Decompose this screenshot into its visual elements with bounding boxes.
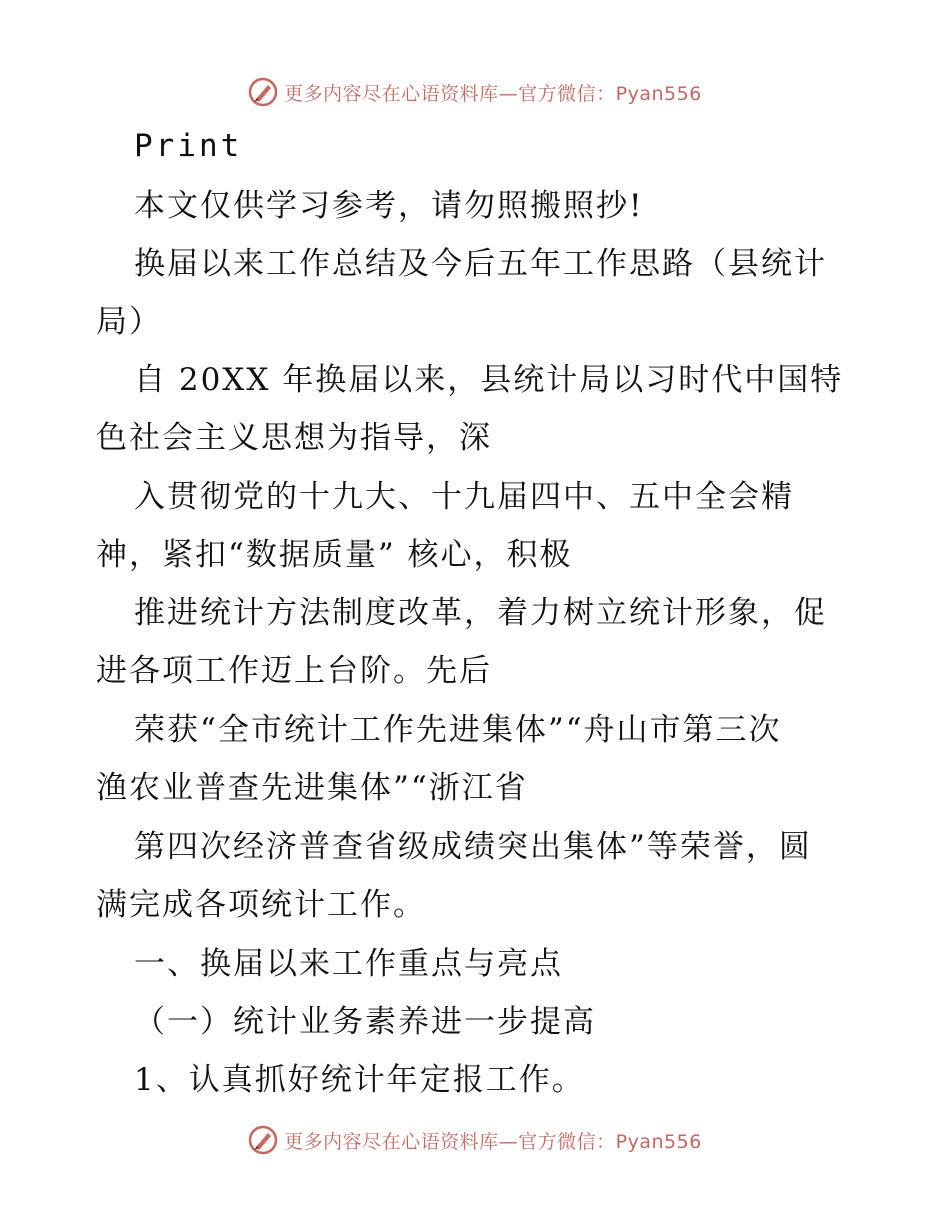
document-title: 换届以来工作总结及今后五年工作思路（县统计 bbox=[134, 246, 827, 282]
paragraph-line: 神，紧扣“数据质量” 核心，积极 bbox=[96, 537, 573, 573]
paragraph-line: 自 20XX 年换届以来，县统计局以习时代中国特 bbox=[134, 362, 844, 398]
paragraph-line: 入贯彻党的十九大、十九届四中、五中全会精 bbox=[134, 479, 794, 515]
paragraph-line: 推进统计方法制度改革，着力树立统计形象，促 bbox=[134, 595, 827, 631]
paragraph-line: 第四次经济普查省级成绩突出集体”等荣誉，圆 bbox=[134, 829, 812, 865]
paragraph-line: 满完成各项统计工作。 bbox=[96, 887, 426, 923]
paragraph-line: 色社会主义思想为指导，深 bbox=[96, 420, 492, 456]
header-watermark bbox=[0, 72, 950, 112]
paragraph-line: 渔农业普查先进集体”“浙江省 bbox=[96, 770, 528, 806]
document-title-cont: 局） bbox=[96, 304, 162, 340]
pen-seal-icon bbox=[248, 77, 278, 107]
pen-seal-icon bbox=[248, 1125, 278, 1155]
watermark-text: 更多内容尽在心语资料库—官方微信：Pyan556 bbox=[284, 82, 702, 105]
section-heading: 一、换届以来工作重点与亮点 bbox=[134, 946, 563, 982]
footer-watermark bbox=[0, 1120, 950, 1160]
paragraph-line: 进各项工作迈上台阶。先后 bbox=[96, 653, 492, 689]
subsection-heading: （一）统计业务素养进一步提高 bbox=[134, 1004, 596, 1040]
paragraph-line: 荣获“全市统计工作先进集体”“舟山市第三次 bbox=[134, 712, 782, 748]
list-item: 1、认真抓好统计年定报工作。 bbox=[134, 1062, 585, 1098]
watermark-text: 更多内容尽在心语资料库—官方微信：Pyan556 bbox=[284, 1130, 702, 1153]
print-label: Print bbox=[134, 128, 243, 164]
disclaimer: 本文仅供学习参考，请勿照搬照抄! bbox=[134, 188, 644, 224]
